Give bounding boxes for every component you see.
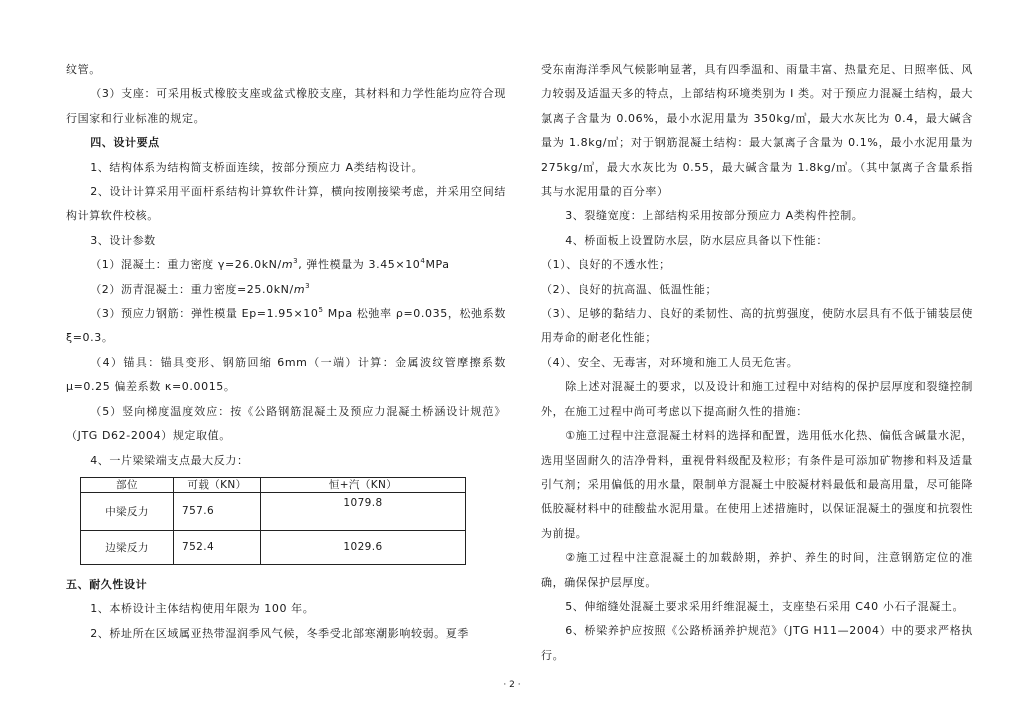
param-asphalt-text: （2）沥青混凝土：重力密度=25.0kN/ (90, 282, 294, 296)
table-row (81, 492, 466, 530)
param-concrete-text-c: MPa (425, 258, 450, 272)
table-row (81, 530, 466, 564)
param-concrete-unit: m (281, 258, 294, 272)
param-asphalt-unit-exp: 3 (305, 281, 311, 290)
left-para-13: 2、桥址所在区域属亚热带湿润季风气候，冬季受北部寒潮影响较弱。夏季 (90, 626, 469, 640)
param-anchor: （4）锚具：锚具变形、钢筋回缩 6mm（一端）计算：金属波纹管摩擦系数 μ=0.25 偏差系数 κ=0.0015。 (66, 355, 506, 394)
right-para-7: （4）、安全、无毒害，对环境和施工人员无危害。 (541, 355, 799, 369)
left-para-5: 3、设计参数 (90, 233, 156, 247)
left-para-12: 1、本桥设计主体结构使用年限为 100 年。 (90, 602, 315, 616)
param-concrete-text-b: , 弹性模量为 3.45×10 (298, 258, 421, 272)
table-header-row (81, 477, 466, 492)
param-asphalt-unit: m (293, 282, 306, 296)
right-para-10: ②施工过程中注意混凝土的加载龄期，养护、养生的时间，注意钢筋定位的准确，确保保护层厚度。 (541, 551, 973, 589)
table-cell: 1079.8 (261, 492, 466, 530)
table-header-cell: 可载（KN） (174, 477, 261, 492)
table-cell: 1029.6 (261, 530, 466, 564)
right-para-4: （1）、良好的不透水性； (541, 258, 671, 272)
right-para-8: 除上述对混凝土的要求，以及设计和施工过程中对结构的保护层厚度和裂缝控制外，在施工过程中尚可考虑以下提高耐久性的措施： (541, 380, 973, 418)
param-temperature: （5）竖向梯度温度效应：按《公路钢筋混凝土及预应力混凝土桥涵设计规范》（JTG D62-2004）规定取值。 (66, 404, 506, 443)
reaction-table (80, 477, 466, 565)
param-asphalt (66, 278, 506, 302)
right-para-3: 4、桥面板上设置防水层，防水层应具备以下性能： (565, 233, 828, 247)
section-heading-5: 五、耐久性设计 (66, 577, 148, 591)
section-heading-4: 四、设计要点 (90, 136, 160, 150)
left-para-2: （3）支座：可采用板式橡胶支座或盆式橡胶支座，其材料和力学性能均应符合现行国家和行业标准的规定。 (66, 87, 506, 125)
left-para-1: 纹管。 (66, 63, 101, 76)
param-concrete-text-a: （1）混凝土：重力密度 γ=26.0kN/ (90, 258, 282, 272)
left-column (66, 58, 506, 646)
right-para-11: 5、伸缩缝处混凝土要求采用纤维混凝土，支座垫石采用 C40 小石子混凝土。 (565, 599, 965, 613)
table-header-cell: 恒+汽（KN） (261, 477, 466, 492)
left-para-4: 2、设计计算采用平面杆系结构计算软件计算，横向按刚接梁考虑，并采用空间结构计算软件校核。 (66, 185, 506, 223)
right-para-9: ①施工过程中注意混凝土材料的选择和配置，选用低水化热、偏低含碱量水泥，选用坚固耐久的洁净骨料，重视骨料级配及粒形；有条件是可添加矿物掺和料及适量引气剂；采用偏低的用水量，限制单方混凝土中胶凝材料最低和最高用量，尽可能降低胶凝材料中的硅酸盐水泥用量。在使用上述措施时，以保证混凝土的强度和抗裂性为前提。 (541, 429, 973, 540)
left-para-3: 1、结构体系为结构简支桥面连续，按部分预应力 A类结构设计。 (90, 160, 424, 174)
right-column (541, 58, 973, 668)
param-concrete (66, 253, 506, 277)
right-para-5: （2）、良好的抗高温、低温性能； (541, 282, 718, 296)
page-number: · 2 · (503, 680, 521, 690)
table-cell: 边梁反力 (81, 530, 174, 564)
table-cell: 中梁反力 (81, 492, 174, 530)
table-header-cell: 部位 (81, 477, 174, 492)
param-prestress-text-b: Mpa 松弛率 ρ=0.035，松弛系数 ξ=0.3。 (66, 307, 506, 345)
right-para-12: 6、桥梁养护应按照《公路桥涵养护规范》（JTG H11—2004）中的要求严格执行。 (541, 624, 973, 662)
param-prestress-text-a: （3）预应力钢筋：弹性模量 Ep=1.95×10 (90, 307, 319, 321)
param-concrete-unit-exp: 3 (293, 257, 299, 266)
param-concrete-modulus-exp: 4 (420, 257, 426, 266)
param-prestress-exp: 5 (318, 306, 324, 315)
param-prestress (66, 302, 506, 351)
reaction-caption: 4、一片梁梁端支点最大反力： (90, 453, 249, 467)
right-para-6: （3）、足够的黏结力、良好的柔韧性、高的抗剪强度，使防水层具有不低于铺装层使用寿命的耐老化性能； (541, 307, 973, 345)
table-cell: 757.6 (174, 492, 261, 530)
right-para-2: 3、裂缝宽度：上部结构采用按部分预应力 A类构件控制。 (565, 209, 864, 223)
right-para-1: 受东南海洋季风气候影响显著，具有四季温和、雨量丰富、热量充足、日照率低、风力较弱及适温天多的特点，上部结构环境类别为 I 类。对于预应力混凝土结构，最大氯离子含量为 0.06%，最小水泥用量为 350kg/㎥，最大水灰比为 0.4，最大碱含量为 1.8kg/㎥；对于钢筋混凝土结构：最大氯离子含量为 0.1%，最小水泥用量为 275kg/㎥，最大水灰比为 0.55，最大碱含量为 1.8kg/㎥。（其中氯离子含量系指其与水泥用量的百分率） (541, 63, 973, 199)
table-cell: 752.4 (174, 530, 261, 564)
